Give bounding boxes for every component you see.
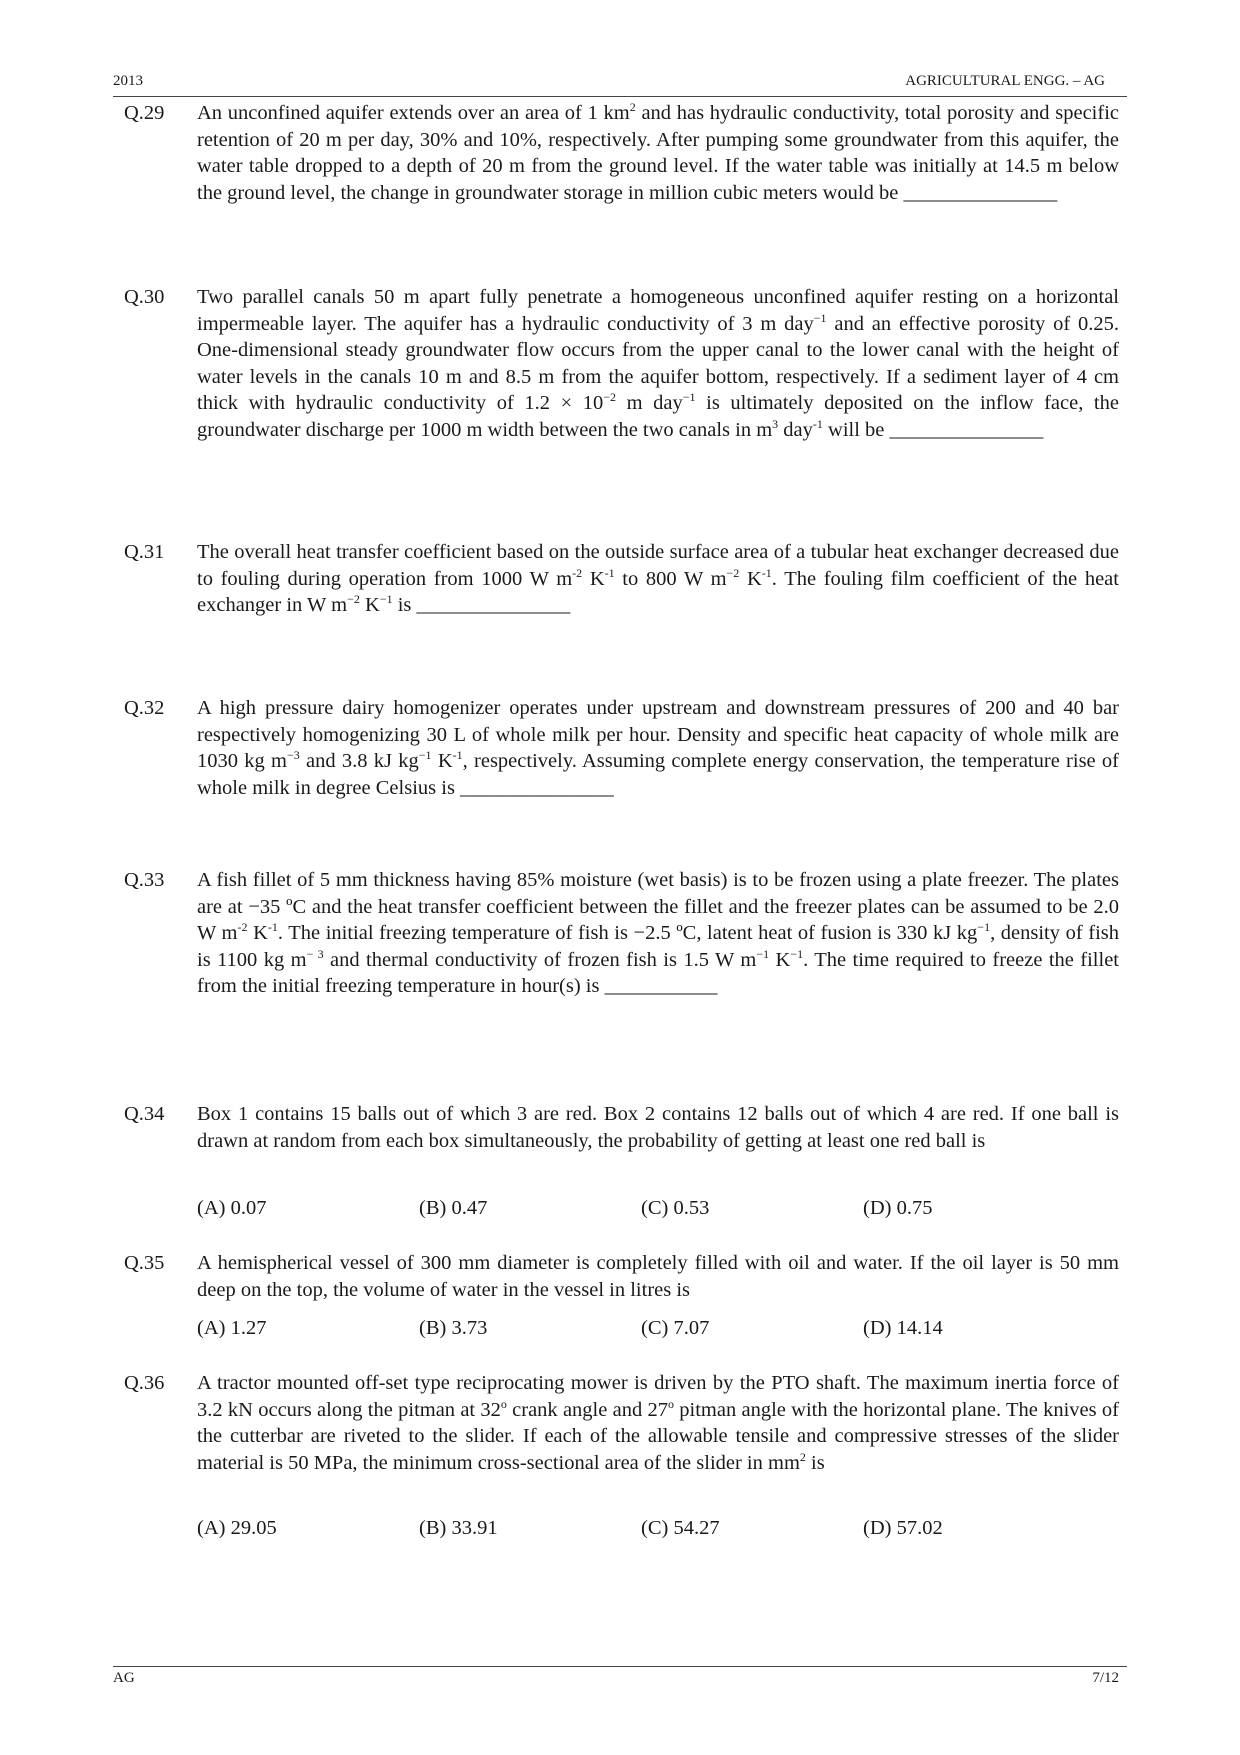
question-text: A high pressure dairy homogenizer operates under upstream and downstream pressures of 200 and 40 bar respectively homogenizing 30 L of whole milk per hour. Density and specific heat capacity of whole milk are 1030 kg $m^{-3}$ and 3.8 kJ $kg^{-1}$ $K^{-1}$, respectively. Assuming complete energy conservation, the temperature rise of whole milk in degree Celsius is _______________	[197, 697, 1119, 799]
option-c[interactable]: (C) 7.07	[641, 1317, 710, 1339]
question-text: An unconfined aquifer extends over an area of 1 $km^2$ and has hydraulic conductivity, total porosity and specific retention of 20 m per day, 30% and 10%, respectively. After pumping some groundwater from this aquifer, the water table dropped to a depth of 20 m from the ground level. If the water table was initially at 14.5 m below the ground level, the change in groundwater storage in million cubic meters would be _______________	[197, 100, 1119, 204]
option-c[interactable]: (C) 54.27	[641, 1517, 720, 1539]
question-number: Q.30	[124, 286, 165, 308]
question-text: Two parallel canals 50 m apart fully penetrate a homogeneous unconfined aquifer resting on a horizontal impermeable layer. The aquifer has a hydraulic conductivity of 3 m day$^{-1}$ and an effective porosity of 0.25. One-dimensional steady groundwater flow occurs from the upper canal to the lower canal with the height of water levels in the canals 10 m and 8.5 m from the aquifer bottom, respectively. If a sediment layer of 4 cm thick with hydraulic conductivity of $1.2 \times 10^{-2}$ m day$^{-1}$ is ultimately deposited on the inflow face, the groundwater discharge per 1000 m width between the two canals in $m^3$ day$^{-1}$ will be _______________	[197, 286, 1119, 441]
question-text: A hemispherical vessel of 300 mm diameter is completely filled with oil and water. If the oil layer is 50 mm deep on the top, the volume of water in the vessel in litres is	[197, 1252, 1119, 1301]
question-31	[113, 539, 1119, 619]
footer-rule	[113, 1666, 1127, 1667]
question-33	[113, 867, 1119, 1000]
question-number: Q.33	[124, 869, 165, 891]
header-rule	[113, 96, 1127, 97]
question-32	[113, 695, 1119, 801]
option-d[interactable]: (D) 0.75	[863, 1197, 933, 1219]
option-a[interactable]: (A) 29.05	[197, 1517, 277, 1539]
question-text: A fish fillet of 5 mm thickness having 85% moisture (wet basis) is to be frozen using a plate freezer. The plates are at −35 ºC and the heat transfer coefficient between the fillet and the freezer plates can be assumed to be 2.0 W $m^{-2}$ $K^{-1}$. The initial freezing temperature of fish is −2.5 ºC, latent heat of fusion is 330 kJ $kg^{-1}$, density of fish is 1100 kg $m^{- 3}$ and thermal conductivity of frozen fish is 1.5 W $m^{-1}$ $K^{-1}$. The time required to freeze the fillet from the initial freezing temperature in hour(s) is ___________	[197, 869, 1119, 997]
question-35	[113, 1250, 1119, 1303]
footer-code: AG	[113, 1670, 135, 1686]
question-34	[113, 1101, 1119, 1154]
question-number: Q.35	[124, 1252, 165, 1274]
question-number: Q.29	[124, 102, 165, 124]
header-year: 2013	[113, 73, 143, 89]
question-text: Box 1 contains 15 balls out of which 3 are red. Box 2 contains 12 balls out of which 4 are red. If one ball is drawn at random from each box simultaneously, the probability of getting at least one red ball is	[197, 1103, 1119, 1152]
question-36	[113, 1370, 1119, 1476]
question-text: The overall heat transfer coefficient based on the outside surface area of a tubular heat exchanger decreased due to fouling during operation from 1000 W $m^{-2}$ $K^{-1}$ to 800 W $m^{-2}$ $K^{-1}$. The fouling film coefficient of the heat exchanger in W $m^{-2}$ $K^{-1}$ is _______________	[197, 541, 1119, 616]
question-number: Q.32	[124, 697, 165, 719]
question-30	[113, 284, 1119, 443]
question-29	[113, 100, 1119, 206]
option-b[interactable]: (B) 33.91	[419, 1517, 498, 1539]
question-number: Q.36	[124, 1372, 165, 1394]
header-subject: AGRICULTURAL ENGG. – AG	[905, 73, 1105, 89]
footer-page-number: 7/12	[1092, 1670, 1119, 1686]
option-b[interactable]: (B) 3.73	[419, 1317, 488, 1339]
question-number: Q.34	[124, 1103, 165, 1125]
question-text: A tractor mounted off-set type reciprocating mower is driven by the PTO shaft. The maximum inertia force of 3.2 kN occurs along the pitman at 32$^o$ crank angle and 27$^o$ pitman angle with the horizontal plane. The knives of the cutterbar are riveted to the slider. If each of the allowable tensile and compressive stresses of the slider material is 50 MPa, the minimum cross-sectional area of the slider in $mm^2$ is	[197, 1372, 1119, 1474]
option-d[interactable]: (D) 57.02	[863, 1517, 943, 1539]
option-c[interactable]: (C) 0.53	[641, 1197, 710, 1219]
page-header	[113, 73, 1127, 95]
option-b[interactable]: (B) 0.47	[419, 1197, 488, 1219]
question-number: Q.31	[124, 541, 165, 563]
option-d[interactable]: (D) 14.14	[863, 1317, 943, 1339]
option-a[interactable]: (A) 0.07	[197, 1197, 267, 1219]
option-a[interactable]: (A) 1.27	[197, 1317, 267, 1339]
